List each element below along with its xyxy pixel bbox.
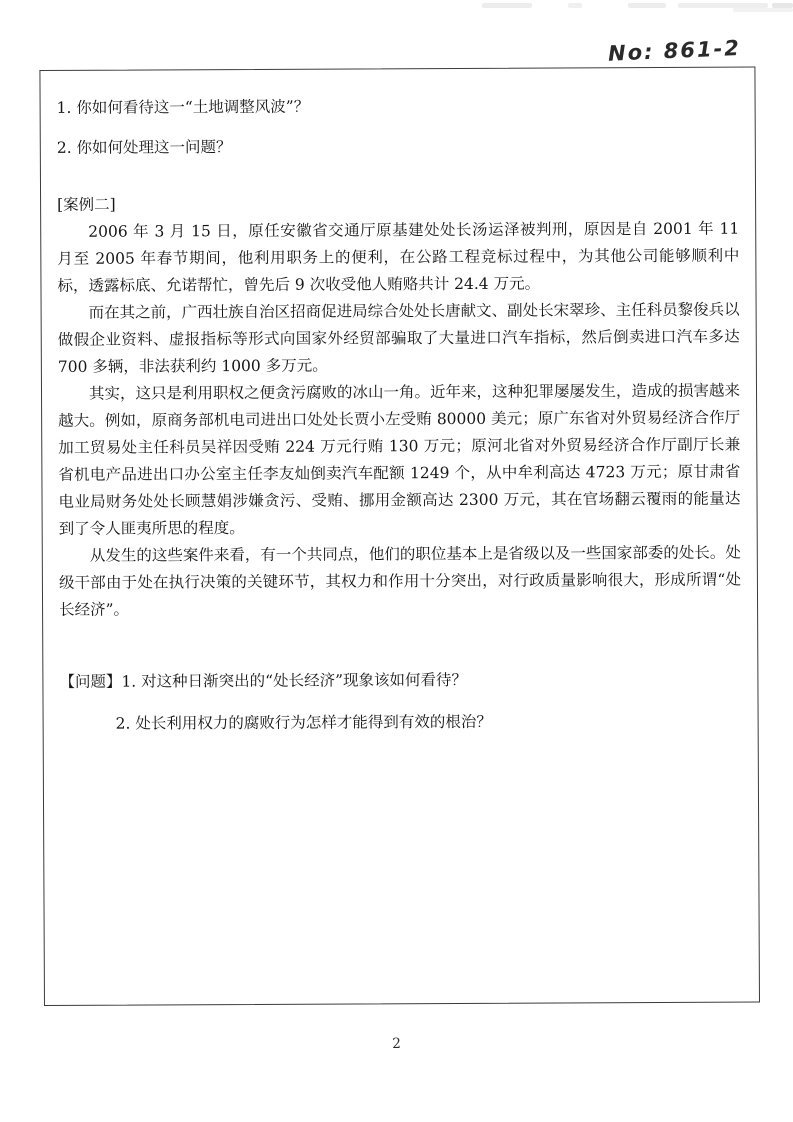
case-two-section [57,189,741,624]
case-heading: [案例二] [57,195,116,214]
case-paragraph: 2006 年 3 月 15 日，原任安徽省交通厅原基建处处长汤运泽被判刑，原因是自 2001 年 11 月至 2005 年春节期间，他利用职务上的便利，在公路工程竞标过程中，为其他公司能够顺利中标，透露标底、允诺帮忙，曾先后 9 次收受他人贿赂共计 24.4 万元。 [57,219,740,295]
case-paragraph: 从发生的这些案件来看，有一个共同点，他们的职位基本上是省级以及一些国家部委的处长。处级干部由于处在执行决策的关键环节，其权力和作用十分突出，对行政质量影响很大，形成所谓“处长经济”。 [58,543,741,619]
problem-question-1: 【问题】1. 对这种日渐突出的“处长经济”现象该如何看待？ [59,670,468,691]
scan-artifact [733,8,793,12]
problems-section [59,666,741,738]
case-paragraph: 其实，这只是利用职权之便贪污腐败的冰山一角。近年来，这种犯罪屡屡发生，造成的损害越来越大。例如，原商务部机电司进出口处处长贾小左受贿 80000 美元；原广东省对外贸易经济合作厅加工贸易处主任科员吴祥因受贿 224 万元行贿 130 万元；原河北省对外贸易经济合作厅副厅长兼省机电产品进出口办公室主任李友灿倒卖汽车配额 1249 个，从中牟利高达 4723 万元；原甘肃省电业局财务处处长顾慧娟涉嫌贪污、受贿、挪用金额高达 2300 万元，其在官场翻云覆雨的能量达到了令人匪夷所思的程度。 [58,381,741,538]
problem-question-2: 2. 处长利用权力的腐败行为怎样才能得到有效的根治？ [115,712,492,733]
top-question-2: 2. 你如何处理这一问题？ [56,138,232,157]
scan-artifact [568,3,582,8]
top-question-1: 1. 你如何看待这一“土地调整风波”？ [56,97,310,117]
scan-artifact [628,3,666,8]
case-paragraph: 而在其之前，广西壮族自治区招商促进局综合处处长唐献文、副处长宋翠珍、主任科员黎俊兵以做假企业资料、虚报指标等形式向国家外经贸部骗取了大量进口汽车指标，然后倒卖进口汽车多达 700 多辆，非法获利约 1000 多万元。 [57,300,740,376]
page-number: 2 [392,1036,401,1052]
scan-artifact [482,3,532,8]
document-border-box [39,67,760,1006]
handwritten-document-number: No: 861-2 [607,35,742,66]
